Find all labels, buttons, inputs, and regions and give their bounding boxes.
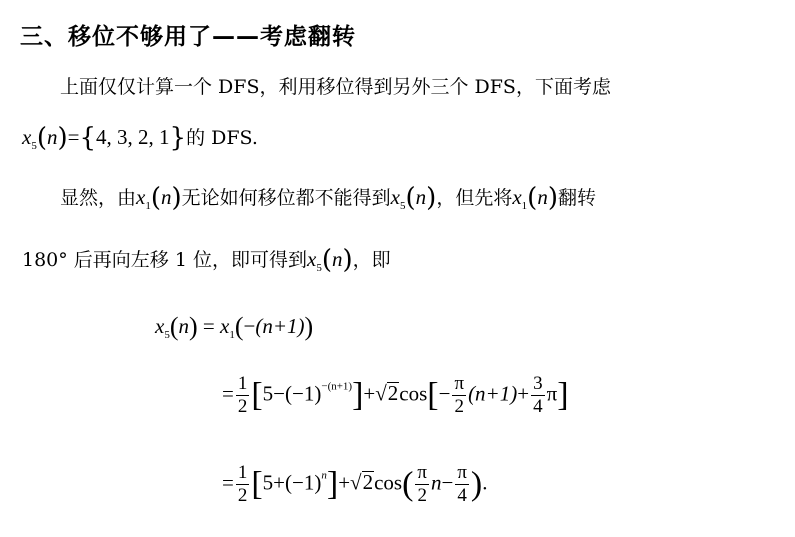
- var-x: x: [390, 185, 400, 209]
- paren: (: [527, 183, 538, 213]
- equals-sign: =: [67, 125, 80, 149]
- paragraph-1-line-1: 上面仅仅计算一个 DFS，利用移位得到另外三个 DFS，下面考虑: [60, 76, 611, 98]
- minus-one: (−1): [285, 470, 322, 495]
- text-run: 180° 后再向左移 1 位，即可得到: [22, 249, 307, 271]
- bracket-open: [: [427, 376, 439, 414]
- fraction-pi-over-2: $\frac{\pi}{2}$: [417, 462, 427, 506]
- cos-func: cos: [374, 470, 403, 495]
- paragraph-2-line-2: [22, 245, 391, 275]
- text-run: ，但先将: [436, 187, 513, 209]
- var-n: n: [331, 247, 343, 271]
- paragraph-1-tail: 的 DFS.: [186, 127, 258, 149]
- minus-one: (−1): [285, 381, 322, 406]
- paren: ): [57, 123, 68, 153]
- brace: {: [79, 123, 97, 153]
- var-n: n: [537, 185, 548, 209]
- cos-func: cos: [399, 381, 428, 406]
- period: .: [482, 470, 488, 495]
- paren: (: [169, 312, 179, 341]
- paren: ): [426, 183, 437, 213]
- sqrt-arg: 2: [362, 470, 374, 495]
- fraction-one-half: $\frac{1}{2}$: [237, 462, 248, 506]
- var-n: n: [161, 185, 172, 209]
- equation-line-3: = $\frac{1}{2}$ $[5+(-1)^n]+√2\cos$( $\frac{\pi}{2}$ n− $\frac{\pi}{4}$ ).: [222, 462, 488, 506]
- var-x: x: [136, 185, 146, 209]
- paren: (: [234, 312, 244, 341]
- shifted-argument: (n+1): [255, 314, 305, 338]
- term-five: 5: [262, 381, 274, 406]
- sequence-values: 4, 3, 2, 1: [96, 125, 170, 149]
- fraction-pi-over-4: $\frac{\pi}{4}$: [457, 462, 467, 506]
- fraction-pi-over-2: $\frac{\pi}{2}$: [454, 373, 465, 417]
- paren: ): [304, 312, 314, 341]
- var-x: x: [306, 247, 317, 271]
- var-n: n: [178, 314, 189, 338]
- subscript: 5: [31, 140, 37, 152]
- fraction-three-quarters: $\frac{3}{4}$: [533, 373, 543, 417]
- var-n: n: [415, 185, 427, 209]
- paren: (: [405, 183, 416, 213]
- var-x: x: [512, 185, 522, 209]
- fraction-one-half: $\frac{1}{2}$: [237, 373, 248, 417]
- section-heading: 三、移位不够用了——考虑翻转: [20, 24, 356, 50]
- bracket-close: ]: [557, 376, 569, 414]
- subscript: 5: [400, 200, 406, 212]
- equation-line-2: = $\frac{1}{2}$ $[5-(-1)^{-(n+1)}]+√2\cos[-$ $\frac{\pi}{2}$ (n+1)+ $\frac{3}{4}$ π]: [222, 373, 569, 417]
- sqrt-arg: 2: [387, 381, 399, 406]
- paragraph-1-line-2: [22, 123, 258, 153]
- var-n: n: [430, 470, 442, 495]
- bracket-close: ]: [326, 465, 339, 503]
- exponent: n: [321, 469, 327, 482]
- text-run: 无论如何移位都不能得到: [181, 187, 391, 209]
- paren: (: [321, 245, 332, 275]
- var-x: x: [22, 125, 32, 149]
- subscript: 5: [316, 262, 322, 274]
- subscript: 1: [229, 329, 235, 341]
- var-x: x: [220, 314, 230, 338]
- var-n: n: [46, 125, 58, 149]
- subscript: 1: [145, 200, 151, 212]
- equation-line-1: $x_5(n) = x_1(-(n+1))$: [155, 312, 314, 341]
- var-x: x: [155, 314, 165, 338]
- paren: ): [171, 183, 182, 213]
- bracket-close: ]: [352, 376, 364, 414]
- paren: ): [547, 183, 558, 213]
- subscript: 5: [164, 329, 170, 341]
- paragraph-2-line-1: [60, 183, 596, 213]
- subscript: 1: [521, 200, 528, 212]
- paren: ): [189, 312, 198, 341]
- bracket-open: [: [251, 465, 263, 503]
- text-run: 显然，由: [60, 187, 137, 209]
- paren: ): [342, 245, 353, 275]
- paren-close: ): [470, 465, 483, 503]
- exponent: −(n+1): [321, 380, 353, 393]
- bracket-open: [: [251, 376, 263, 414]
- brace: }: [169, 123, 187, 153]
- pi-symbol: π: [546, 381, 558, 406]
- text-run: 翻转: [557, 187, 596, 209]
- paren: (: [36, 123, 47, 153]
- paren-open: (: [402, 465, 414, 503]
- n-plus-one: (n+1): [468, 381, 518, 406]
- term-five: 5: [262, 470, 274, 495]
- paren: (: [150, 183, 161, 213]
- text-run: ，即: [352, 249, 391, 271]
